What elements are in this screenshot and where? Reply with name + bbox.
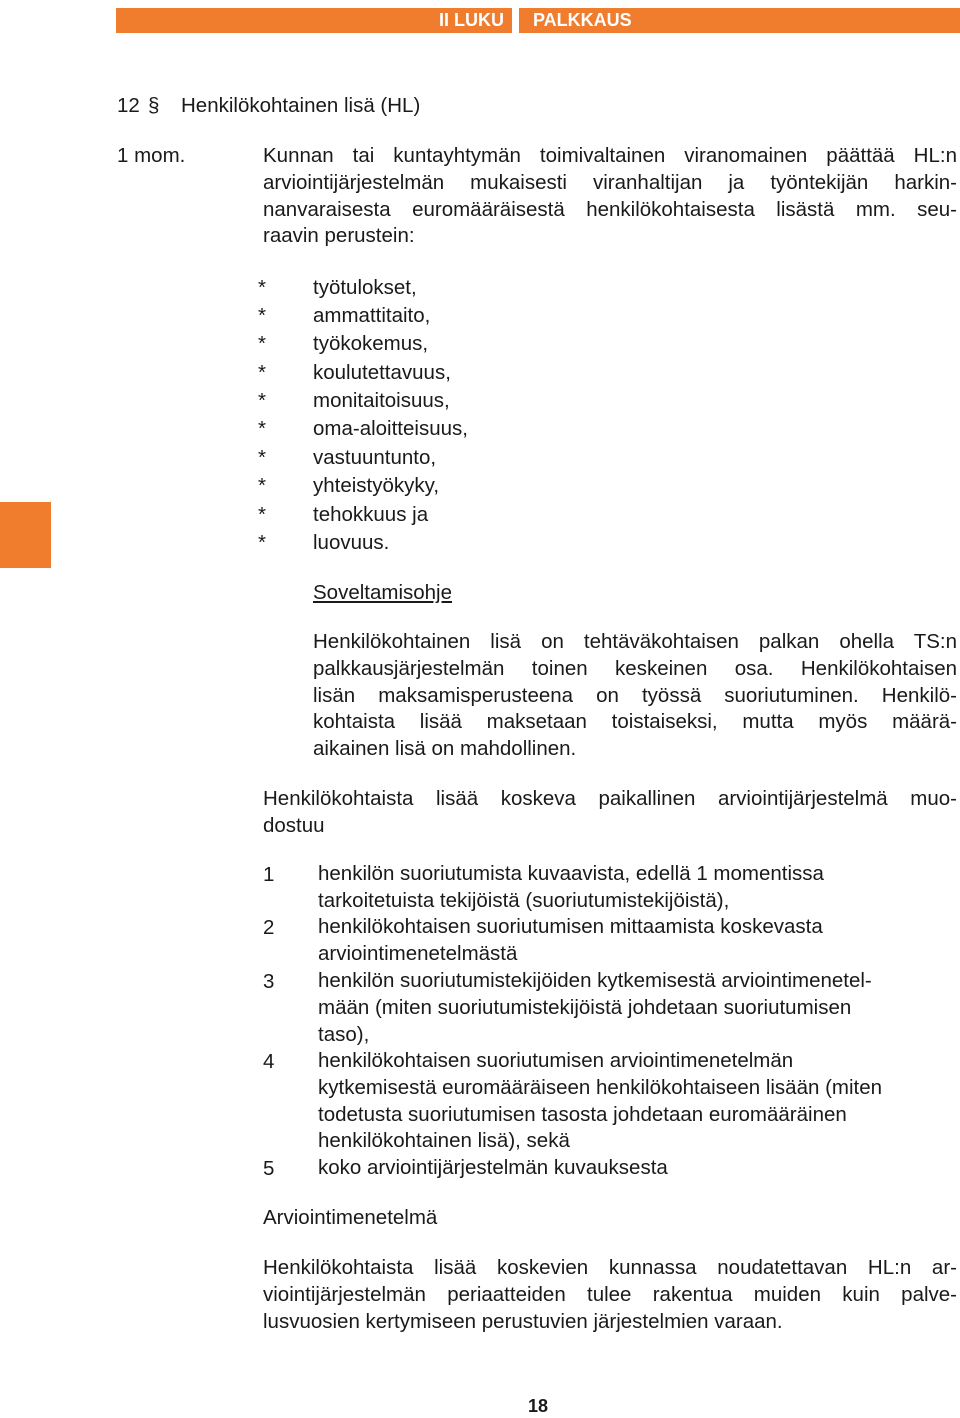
section-label: PALKKAUS xyxy=(533,10,632,30)
paragraph-line: kohtaista lisää maksetaan toistaiseksi, mutta myös määrä- xyxy=(313,710,957,734)
chapter-label: II LUKU xyxy=(439,10,504,30)
criteria-item: yhteistyökyky, xyxy=(313,474,440,497)
component-line: mään (miten suoriutumistekijöistä johdetaan suoriutumisen xyxy=(318,995,852,1019)
criteria-item: luovuus. xyxy=(313,531,390,554)
component-text xyxy=(318,1155,668,1182)
bullet-marker: * xyxy=(258,332,266,355)
section-number xyxy=(117,94,140,118)
bullet-marker: * xyxy=(258,276,266,299)
component-line: todetusta suoriutumisen tasosta johdetaan euromääräinen xyxy=(318,1102,847,1126)
criteria-item: vastuuntunto, xyxy=(313,446,437,469)
component-text xyxy=(318,1048,882,1155)
bullet-marker: * xyxy=(258,389,266,412)
criteria-item: ammattitaito, xyxy=(313,304,431,327)
paragraph-line: nanvaraisesta euromääräisestä henkilökohtaisesta lisästä mm. seu- xyxy=(263,197,957,221)
component-line: tarkoitetuista tekijöistä (suoriutumistekijöistä), xyxy=(318,888,730,912)
paragraph-line: raavin perustein: xyxy=(263,224,415,248)
guidance-paragraph xyxy=(313,629,957,763)
paragraph-line: viointijärjestelmän periaatteiden tulee rakentua muiden kuin palve- xyxy=(263,1282,957,1306)
criteria-item: oma-aloitteisuus, xyxy=(313,417,468,440)
criteria-item: työtulokset, xyxy=(313,276,417,299)
paragraph-line: arviointijärjestelmän mukaisesti viranhaltijan ja työntekijän harkin- xyxy=(263,170,957,194)
bullet-marker: * xyxy=(258,503,266,526)
component-line: henkilökohtainen lisä), sekä xyxy=(318,1129,570,1153)
paragraph-line: Kunnan tai kuntayhtymän toimivaltainen viranomainen päättää HL:n xyxy=(263,144,957,167)
section-header xyxy=(519,8,960,33)
bullet-marker: * xyxy=(258,531,266,554)
method-title: Arviointimenetelmä xyxy=(263,1206,438,1229)
moment-label: 1 mom. xyxy=(117,144,186,167)
page-number: 18 xyxy=(527,1396,549,1416)
component-line: arviointimenetelmästä xyxy=(318,941,518,965)
paragraph-line: Henkilökohtaista lisää koskevien kunnassa noudatettavan HL:n ar- xyxy=(263,1256,957,1279)
paragraph-line: lusvuosien kertymiseen perustuvien järjestelmien varaan. xyxy=(263,1309,783,1333)
component-number: 4 xyxy=(263,1050,275,1073)
component-number: 5 xyxy=(263,1157,275,1180)
paragraph-line: Henkilökohtaista lisää koskeva paikallinen arviointijärjestelmä muo- xyxy=(263,787,957,810)
component-number: 3 xyxy=(263,970,275,993)
side-marker xyxy=(0,502,51,568)
paragraph-symbol: § xyxy=(148,94,160,117)
bullet-marker: * xyxy=(258,417,266,440)
component-line: henkilökohtaisen suoriutumisen arviointimenetelmän xyxy=(318,1049,794,1072)
component-line: taso), xyxy=(318,1022,370,1046)
system-intro-paragraph xyxy=(263,786,957,840)
bullet-marker: * xyxy=(258,474,266,497)
paragraph-line: Henkilökohtainen lisä on tehtäväkohtaisen palkan ohella TS:n xyxy=(313,630,957,653)
bullet-marker: * xyxy=(258,304,266,327)
paragraph-line: dostuu xyxy=(263,813,325,837)
section-title: Henkilökohtainen lisä (HL) xyxy=(181,94,421,117)
guidance-title: Soveltamisohje xyxy=(313,581,453,604)
paragraph-line: aikainen lisä on mahdollinen. xyxy=(313,737,577,761)
component-text xyxy=(318,914,823,968)
moment-paragraph xyxy=(263,143,957,250)
component-line: henkilön suoriutumistekijöiden kytkemisestä arviointimenetel- xyxy=(318,969,872,992)
component-text xyxy=(318,861,824,915)
bullet-marker: * xyxy=(258,446,266,469)
bullet-marker: * xyxy=(258,361,266,384)
component-number: 1 xyxy=(263,863,275,886)
criteria-item: koulutettavuus, xyxy=(313,361,451,384)
section-number-text: 12 xyxy=(117,94,140,117)
component-line: henkilön suoriutumista kuvaavista, edellä 1 momentissa xyxy=(318,862,824,885)
chapter-header xyxy=(116,8,512,33)
criteria-item: tehokkuus ja xyxy=(313,503,429,526)
component-text xyxy=(318,968,872,1048)
criteria-item: monitaitoisuus, xyxy=(313,389,450,412)
component-line: kytkemisestä euromääräiseen henkilökohtaiseen lisään (miten xyxy=(318,1075,883,1099)
criteria-item: työkokemus, xyxy=(313,332,429,355)
component-line: koko arviointijärjestelmän kuvauksesta xyxy=(318,1156,668,1179)
component-number: 2 xyxy=(263,916,275,939)
paragraph-line: lisän maksamisperusteena on työssä suoriutuminen. Henkilö- xyxy=(313,683,957,707)
component-line: henkilökohtaisen suoriutumisen mittaamista koskevasta xyxy=(318,915,823,938)
method-paragraph xyxy=(263,1255,957,1335)
paragraph-line: palkkausjärjestelmän toinen keskeinen osa. Henkilökohtaisen xyxy=(313,656,957,680)
